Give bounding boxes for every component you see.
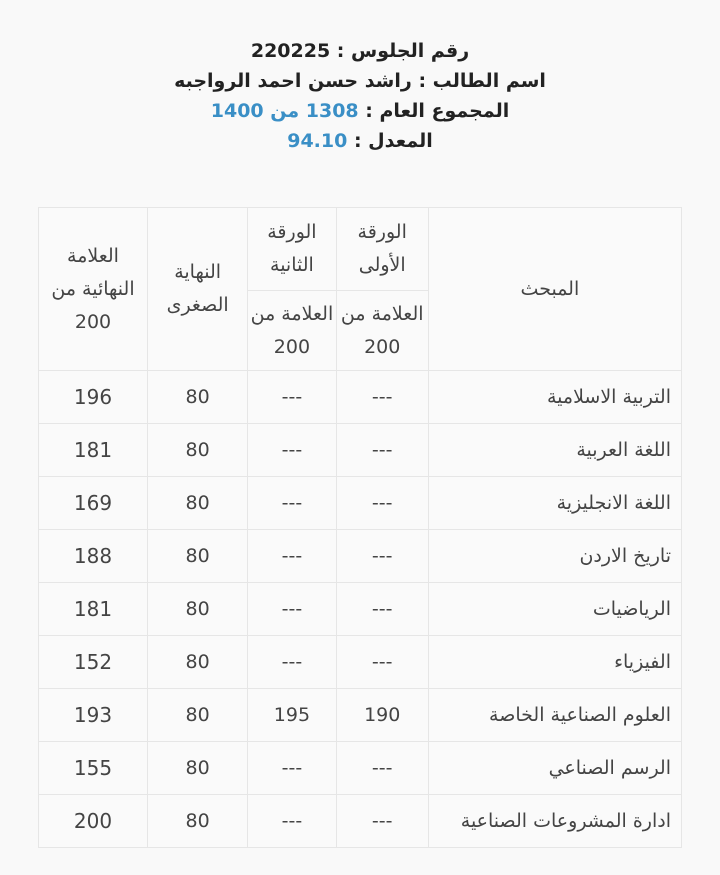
- total-of: من: [270, 100, 300, 122]
- seat-number: 220225: [250, 40, 331, 62]
- subject-cell: اللغة العربية: [428, 424, 681, 477]
- average-line: [0, 126, 720, 156]
- paper1-cell: ---: [336, 742, 428, 795]
- paper1-cell: ---: [336, 477, 428, 530]
- min-cell: 80: [147, 583, 247, 636]
- table-row: [39, 636, 682, 689]
- min-cell: 80: [147, 795, 247, 848]
- student-name: راشد حسن احمد الرواجبه: [174, 70, 412, 92]
- average-label: المعدل :: [353, 130, 433, 152]
- paper2-cell: ---: [248, 636, 336, 689]
- paper2-cell: ---: [248, 371, 336, 424]
- seat-label: رقم الجلوس :: [336, 40, 470, 62]
- header-paper2-title: الورقة الثانية: [248, 208, 336, 291]
- table-row: [39, 530, 682, 583]
- table-row: [39, 583, 682, 636]
- paper2-cell: ---: [248, 477, 336, 530]
- paper1-cell: ---: [336, 424, 428, 477]
- header-min: النهاية الصغرى: [147, 208, 247, 371]
- total-label: المجموع العام :: [365, 100, 510, 122]
- total-max: 1400: [210, 100, 264, 122]
- final-cell: 188: [39, 530, 148, 583]
- grades-table: [38, 207, 682, 848]
- header-paper1-title: الورقة الأولى: [336, 208, 428, 291]
- subject-cell: تاريخ الاردن: [428, 530, 681, 583]
- final-cell: 152: [39, 636, 148, 689]
- paper1-cell: ---: [336, 530, 428, 583]
- min-cell: 80: [147, 477, 247, 530]
- student-name-line: [0, 66, 720, 96]
- subject-cell: اللغة الانجليزية: [428, 477, 681, 530]
- total-value: 1308: [305, 100, 359, 122]
- header-final: العلامة النهائية من 200: [39, 208, 148, 371]
- min-cell: 80: [147, 636, 247, 689]
- header-paper2-mark: العلامة من 200: [248, 291, 336, 371]
- final-cell: 200: [39, 795, 148, 848]
- seat-number-line: [0, 36, 720, 66]
- final-cell: 193: [39, 689, 148, 742]
- subject-cell: ادارة المشروعات الصناعية: [428, 795, 681, 848]
- paper2-cell: ---: [248, 424, 336, 477]
- final-cell: 169: [39, 477, 148, 530]
- subject-cell: الفيزياء: [428, 636, 681, 689]
- min-cell: 80: [147, 689, 247, 742]
- table-row: [39, 477, 682, 530]
- final-cell: 181: [39, 583, 148, 636]
- table-row: [39, 424, 682, 477]
- header-subject: المبحث: [428, 208, 681, 371]
- average-value: 94.10: [287, 130, 348, 152]
- final-cell: 196: [39, 371, 148, 424]
- name-label: اسم الطالب :: [418, 70, 546, 92]
- min-cell: 80: [147, 742, 247, 795]
- subject-cell: الرياضيات: [428, 583, 681, 636]
- min-cell: 80: [147, 424, 247, 477]
- table-row: [39, 371, 682, 424]
- total-line: [0, 96, 720, 126]
- paper1-cell: ---: [336, 795, 428, 848]
- paper2-cell: 195: [248, 689, 336, 742]
- paper2-cell: ---: [248, 742, 336, 795]
- final-cell: 155: [39, 742, 148, 795]
- paper1-cell: ---: [336, 371, 428, 424]
- subject-cell: الرسم الصناعي: [428, 742, 681, 795]
- final-cell: 181: [39, 424, 148, 477]
- student-info: [0, 36, 720, 156]
- header-paper1-mark: العلامة من 200: [336, 291, 428, 371]
- paper2-cell: ---: [248, 530, 336, 583]
- subject-cell: التربية الاسلامية: [428, 371, 681, 424]
- min-cell: 80: [147, 371, 247, 424]
- subject-cell: العلوم الصناعية الخاصة: [428, 689, 681, 742]
- paper2-cell: ---: [248, 795, 336, 848]
- min-cell: 80: [147, 530, 247, 583]
- table-row: [39, 689, 682, 742]
- paper1-cell: ---: [336, 583, 428, 636]
- table-row: [39, 742, 682, 795]
- table-row: [39, 795, 682, 848]
- paper1-cell: 190: [336, 689, 428, 742]
- paper1-cell: ---: [336, 636, 428, 689]
- paper2-cell: ---: [248, 583, 336, 636]
